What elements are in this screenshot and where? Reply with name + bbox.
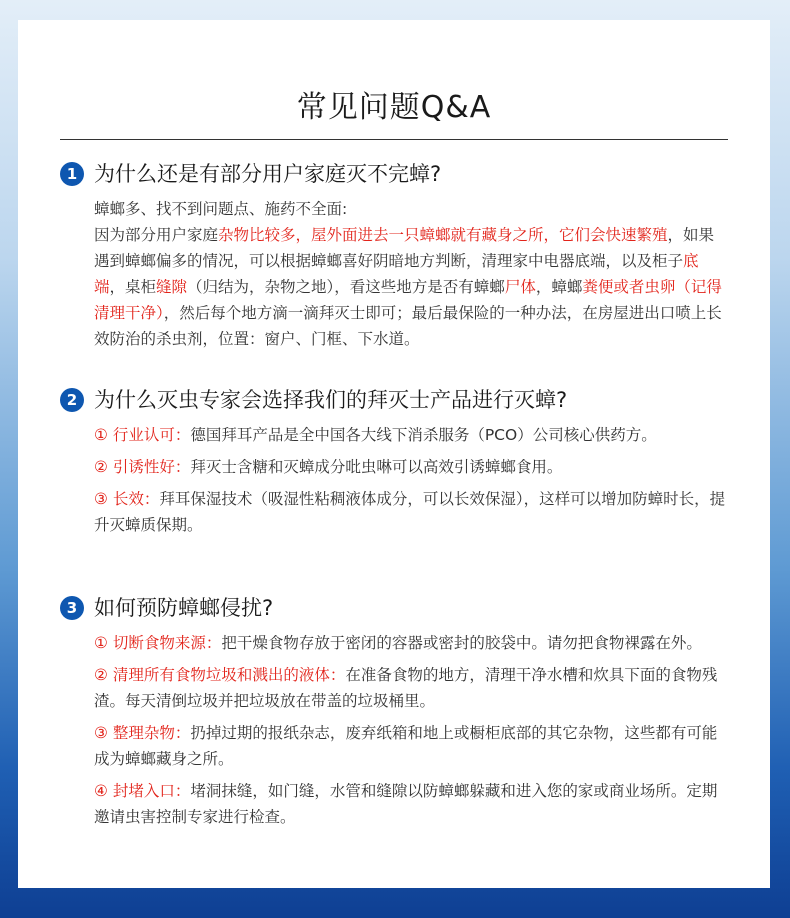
answer-text: ，然后每个地方滴一滴拜灭士即可；最后最保险的一种办法，在房屋进出口喷上长效防治的杀虫剂，位置：窗户、门框、下水道。 <box>94 304 722 348</box>
highlight-text: 粪便或者虫卵（记得清理干净） <box>94 278 722 322</box>
item-label: ② 清理所有食物垃圾和溅出的液体： <box>94 666 346 684</box>
highlight-text: 杂物比较多，屋外面进去一只蟑螂就有藏身之所，它们会快速繁殖 <box>218 226 668 244</box>
item-text: 堵洞抹缝，如门缝，水管和缝隙以防蟑螂躲藏和进入您的家或商业场所。定期邀请虫害控制专家进行检查。 <box>94 782 718 826</box>
question-title: 为什么灭虫专家会选择我们的拜灭士产品进行灭蟑? <box>94 388 568 412</box>
question-header <box>60 160 728 192</box>
answer-text: （归结为，杂物之地），看这些地方是否有蟑螂 <box>187 278 505 296</box>
content-card <box>18 20 770 888</box>
number-badge: 1 <box>60 162 84 186</box>
question-title: 如何预防蟑螂侵扰? <box>94 596 274 620</box>
answer-item <box>94 454 728 480</box>
faq-section-2 <box>60 386 728 544</box>
answer-item <box>94 778 728 830</box>
answer-paragraph <box>94 222 728 352</box>
faq-section-3 <box>60 594 728 836</box>
answer-text: ，如果遇到蟑螂偏多的情况，可以根据蟑螂喜好阴暗地方判断，清理家中电器底端，以及柜子 <box>94 226 715 270</box>
item-text: 在准备食物的地方，清理干净水槽和炊具下面的食物残渣。每天清倒垃圾并把垃圾放在带盖的垃圾桶里。 <box>94 666 718 710</box>
answer-intro: 蟑螂多、找不到问题点、施药不全面: <box>94 200 348 218</box>
highlight-text: 尸体 <box>504 278 536 296</box>
item-label: ② 引诱性好： <box>94 458 191 476</box>
answer-item <box>94 662 728 714</box>
item-text: 把干燥食物存放于密闭的容器或密封的胶袋中。请勿把食物裸露在外。 <box>221 634 702 652</box>
item-label: ① 切断食物来源： <box>94 634 222 652</box>
highlight-text: 缝隙 <box>156 278 188 296</box>
number-badge: 3 <box>60 596 84 620</box>
answer-text: ，蟑螂 <box>535 278 583 296</box>
answer-item <box>94 422 728 448</box>
item-label: ④ 封堵入口： <box>94 782 191 800</box>
item-text: 扔掉过期的报纸杂志，废弃纸箱和地上或橱柜底部的其它杂物，这些都有可能成为蟑螂藏身之所。 <box>94 724 718 768</box>
answer-item <box>94 486 728 538</box>
item-label: ③ 整理杂物： <box>94 724 191 742</box>
question-title: 为什么还是有部分用户家庭灭不完蟑? <box>94 162 442 186</box>
answer-text: 因为部分用户家庭 <box>94 226 219 244</box>
page-title: 常见问题Q&A <box>296 90 492 125</box>
question-header <box>60 386 728 418</box>
item-label: ① 行业认可： <box>94 426 191 444</box>
answer-item <box>94 720 728 772</box>
highlight-text: 底端 <box>94 252 699 296</box>
item-text: 拜灭士含糖和灭蟑成分吡虫啉可以高效引诱蟑螂食用。 <box>190 458 563 476</box>
number-badge: 2 <box>60 388 84 412</box>
answer-item <box>94 630 728 656</box>
faq-section-1 <box>60 160 728 352</box>
title-divider <box>60 139 728 140</box>
item-text: 拜耳保湿技术（吸湿性粘稠液体成分，可以长效保湿），这样可以增加防蟑时长，提升灭蟑质保期。 <box>94 490 726 534</box>
item-label: ③ 长效： <box>94 490 160 508</box>
answer-text: ，桌柜 <box>109 278 157 296</box>
item-text: 德国拜耳产品是全中国各大线下消杀服务（PCO）公司核心供药方。 <box>190 426 657 444</box>
question-header <box>60 594 728 626</box>
